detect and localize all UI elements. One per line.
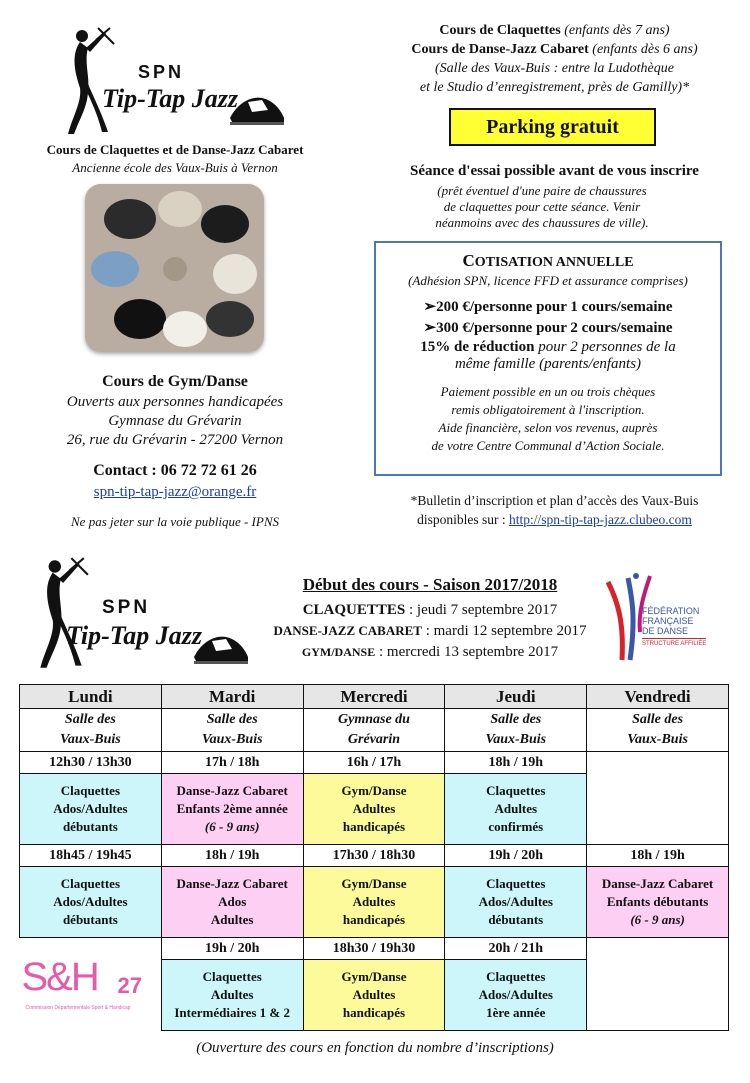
time-row bbox=[20, 938, 729, 960]
time-cell: 19h / 20h bbox=[445, 845, 587, 867]
logo2-name-text: Tip-Tap Jazz bbox=[66, 621, 203, 650]
course-line-claquettes: Cours de Claquettes (enfants dès 7 ans) bbox=[439, 23, 670, 38]
venue-cell: Gymnase du Grévarin bbox=[303, 709, 445, 752]
venue-cell: Salle des Vaux-Buis bbox=[20, 709, 162, 752]
reduction: 15% de réduction pour 2 personnes de la bbox=[420, 339, 676, 355]
schedule-footnote: (Ouverture des cours en fonction du nombre d’inscriptions) bbox=[196, 1040, 554, 1056]
essai-line1: (prêt éventuel d'une paire de chaussures bbox=[437, 183, 647, 198]
sh27-caption: Commission Départementale Sport & Handicap bbox=[25, 1005, 131, 1012]
tap-shoe-icon bbox=[228, 88, 286, 128]
dancer-silhouette-icon bbox=[58, 26, 118, 138]
ffd-line1: FÉDÉRATION bbox=[642, 606, 700, 616]
time-cell: 12h30 / 13h30 bbox=[20, 752, 162, 774]
venue-cell: Salle des Vaux-Buis bbox=[445, 709, 587, 752]
day-monday: Lundi bbox=[20, 685, 162, 709]
bulletin-line1: *Bulletin d’inscription et plan d’accès des Vaux-Buis bbox=[410, 493, 699, 508]
logo-name-text: Tip-Tap Jazz bbox=[102, 84, 239, 113]
time-cell: 18h / 19h bbox=[161, 845, 303, 867]
day-wednesday: Mercredi bbox=[303, 685, 445, 709]
time-cell: 19h / 20h bbox=[161, 938, 303, 960]
contact-phone: Contact : 06 72 72 61 26 bbox=[93, 462, 257, 479]
activity-cell: Gym/Danse Adultes handicapés bbox=[303, 867, 445, 938]
pay-line2: remis obligatoirement à l'inscription. bbox=[451, 402, 645, 417]
ffd-text bbox=[642, 606, 706, 649]
pay-line1: Paiement possible en un ou trois chèques bbox=[440, 384, 656, 399]
activity-cell: Gym/Danse Adultes handicapés bbox=[303, 960, 445, 1031]
salle-line: (Salle des Vaux-Buis : entre la Ludothèque bbox=[435, 61, 674, 76]
activity-cell: Claquettes Adultes confirmés bbox=[445, 774, 587, 845]
gym-line3: 26, rue du Grévarin - 27200 Vernon bbox=[66, 432, 284, 448]
essai-title: Séance d'essai possible avant de vous inscrire bbox=[410, 163, 699, 179]
time-cell: 17h30 / 18h30 bbox=[303, 845, 445, 867]
logo2-spn-text: SPN bbox=[102, 597, 151, 618]
activity-cell: Claquettes Adultes Intermédiaires 1 & 2 bbox=[161, 960, 303, 1031]
reduction-line2: même famille (parents/enfants) bbox=[454, 356, 642, 372]
cotisation-title: COTISATION ANNUELLE bbox=[462, 251, 634, 270]
ffd-line4: STRUCTURE AFFILIÉE bbox=[642, 638, 706, 649]
price-2: ➢300 €/personne pour 2 cours/semaine bbox=[423, 320, 673, 336]
spn-logo bbox=[58, 26, 288, 138]
parking-badge: Parking gratuit bbox=[449, 108, 656, 146]
saison-gym: GYM/DANSE : mercredi 13 septembre 2017 bbox=[301, 644, 559, 660]
time-cell: 18h / 19h bbox=[445, 752, 587, 774]
sh27-number: 27 bbox=[117, 973, 142, 999]
tap-shoes-photo bbox=[85, 184, 264, 352]
ipns-note: Ne pas jeter sur la voie publique - IPNS bbox=[71, 514, 279, 529]
ffd-logo bbox=[600, 572, 720, 668]
activity-cell: Gym/Danse Adultes handicapés bbox=[303, 774, 445, 845]
day-header-row bbox=[20, 685, 729, 709]
time-cell: 17h / 18h bbox=[161, 752, 303, 774]
time-cell: 18h45 / 19h45 bbox=[20, 845, 162, 867]
saison-jazz: DANSE-JAZZ CABARET : mardi 12 septembre 2017 bbox=[273, 623, 587, 639]
ffd-line2: FRANÇAISE bbox=[642, 616, 694, 626]
time-cell: 18h / 19h bbox=[587, 845, 729, 867]
venue-cell: Salle des Vaux-Buis bbox=[587, 709, 729, 752]
day-thursday: Jeudi bbox=[445, 685, 587, 709]
saison-claquettes: CLAQUETTES : jeudi 7 septembre 2017 bbox=[302, 602, 558, 618]
schedule-table bbox=[19, 684, 729, 1031]
spn-logo-2 bbox=[30, 555, 255, 675]
day-friday: Vendredi bbox=[587, 685, 729, 709]
email-link[interactable]: spn-tip-tap-jazz@orange.fr bbox=[93, 484, 257, 500]
activity-cell: Claquettes Ados/Adultes 1ère année bbox=[445, 960, 587, 1031]
gym-line2: Gymnase du Grévarin bbox=[108, 413, 242, 429]
cotisation-box bbox=[374, 241, 722, 476]
sh27-letters: S&H bbox=[21, 955, 98, 1000]
bulletin-line2: disponibles sur : http://spn-tip-tap-jazz.clubeo.com bbox=[417, 512, 692, 527]
location: Ancienne école des Vaux-Buis à Vernon bbox=[72, 160, 278, 175]
salle-line2: et le Studio d’enregistrement, près de Gamilly)* bbox=[419, 80, 690, 95]
saison-title: Début des cours - Saison 2017/2018 bbox=[302, 575, 558, 594]
activity-cell: Claquettes Ados/Adultes débutants bbox=[20, 774, 162, 845]
courses-header bbox=[362, 21, 747, 97]
logo-spn-text: SPN bbox=[138, 62, 185, 82]
pay-line3: Aide financière, selon vos revenus, auprès bbox=[438, 420, 658, 435]
empty-cell bbox=[587, 752, 729, 845]
club-website-link[interactable]: http://spn-tip-tap-jazz.clubeo.com bbox=[508, 512, 692, 527]
pay-line4: de votre Centre Communal d’Action Sociale. bbox=[431, 438, 665, 453]
activity-cell: Claquettes Ados/Adultes débutants bbox=[445, 867, 587, 938]
ffd-line3: DE DANSE bbox=[642, 626, 689, 636]
payment-info bbox=[376, 383, 720, 455]
empty-cell bbox=[587, 938, 729, 1031]
gym-line1: Ouverts aux personnes handicapées bbox=[66, 394, 284, 410]
dancer-silhouette-icon bbox=[30, 555, 92, 673]
sh27-logo-cell bbox=[20, 938, 162, 1031]
sh27-logo bbox=[20, 949, 161, 1019]
price-1: ➢200 €/personne pour 1 cours/semaine bbox=[423, 299, 673, 315]
gym-title: Cours de Gym/Danse bbox=[102, 373, 248, 390]
time-cell: 18h30 / 19h30 bbox=[303, 938, 445, 960]
activity-row bbox=[20, 867, 729, 938]
email-link-wrap bbox=[10, 484, 340, 501]
tap-shoe-icon bbox=[192, 627, 250, 667]
course-line-jazz: Cours de Danse-Jazz Cabaret (enfants dès 6 ans) bbox=[411, 42, 698, 57]
cotisation-note: (Adhésion SPN, licence FFD et assurance comprises) bbox=[408, 273, 688, 288]
time-cell: 16h / 17h bbox=[303, 752, 445, 774]
activity-cell: Danse-Jazz Cabaret Ados Adultes bbox=[161, 867, 303, 938]
essai-line3: néanmoins avec des chaussures de ville). bbox=[435, 215, 649, 230]
essai-line2: de claquettes pour cette séance. Venir bbox=[443, 199, 641, 214]
subtitle: Cours de Claquettes et de Danse-Jazz Cabaret bbox=[46, 142, 304, 157]
time-row bbox=[20, 752, 729, 774]
time-row bbox=[20, 845, 729, 867]
activity-cell: Danse-Jazz Cabaret Enfants 2ème année (6 - 9 ans) bbox=[161, 774, 303, 845]
activity-cell: Danse-Jazz Cabaret Enfants débutants (6 - 9 ans) bbox=[587, 867, 729, 938]
bulletin-note bbox=[372, 491, 737, 529]
venue-row bbox=[20, 709, 729, 752]
activity-cell: Claquettes Ados/Adultes débutants bbox=[20, 867, 162, 938]
day-tuesday: Mardi bbox=[161, 685, 303, 709]
time-cell: 20h / 21h bbox=[445, 938, 587, 960]
venue-cell: Salle des Vaux-Buis bbox=[161, 709, 303, 752]
essai-details bbox=[362, 183, 722, 231]
